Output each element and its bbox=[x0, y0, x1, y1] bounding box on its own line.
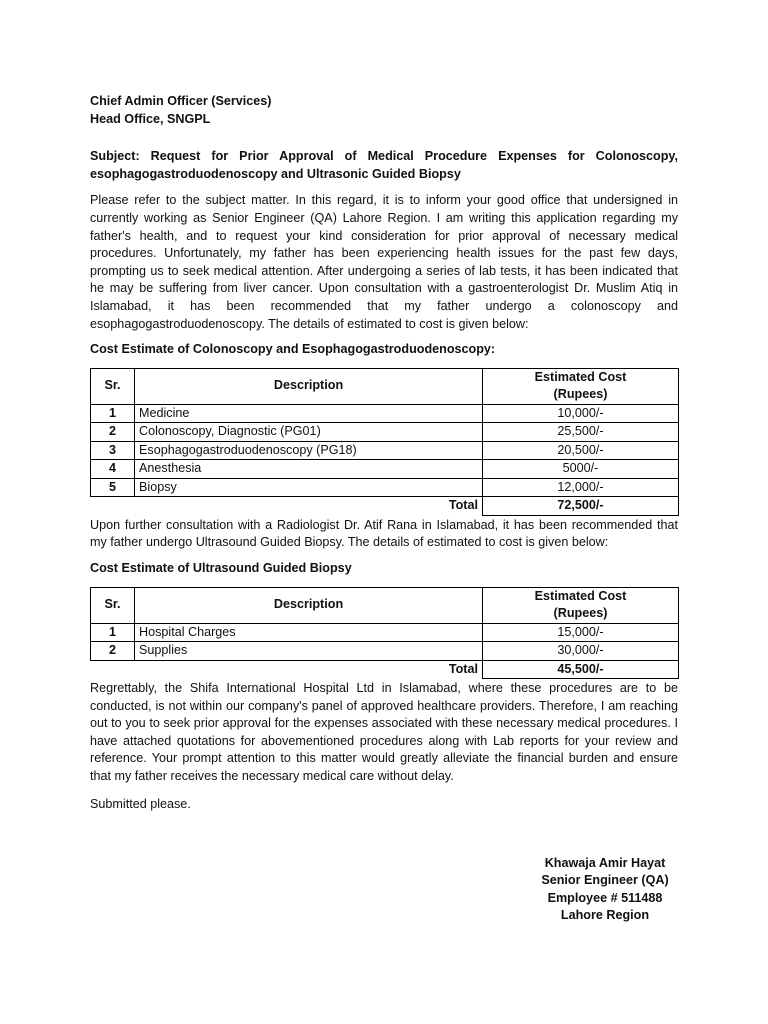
row-sr: 4 bbox=[91, 460, 135, 479]
table2-heading: Cost Estimate of Ultrasound Guided Biopsy bbox=[90, 560, 352, 575]
row-description: Supplies bbox=[135, 642, 483, 661]
col-cost bbox=[483, 587, 679, 623]
recipient-office: Head Office, SNGPL bbox=[90, 111, 211, 126]
signatory-name: Khawaja Amir Hayat bbox=[544, 856, 666, 870]
col-description: Description bbox=[135, 587, 483, 623]
row-cost: 20,500/- bbox=[483, 441, 679, 460]
row-sr: 3 bbox=[91, 441, 135, 460]
row-cost: 15,000/- bbox=[483, 623, 679, 642]
table1-heading: Cost Estimate of Colonoscopy and Esophagogastroduodenoscopy: bbox=[90, 342, 496, 357]
row-sr: 2 bbox=[91, 423, 135, 442]
radiology-paragraph: Upon further consultation with a Radiologist Dr. Atif Rana in Islamabad, it has been recommended that my father undergo Ultrasound Guided Biopsy. The details of estimated to cost is given below: bbox=[90, 517, 678, 550]
col-cost-line2: (Rupees) bbox=[553, 606, 608, 620]
subject-line-2: esophagogastroduodenoscopy and Ultrasonic Guided Biopsy bbox=[90, 166, 461, 181]
total-value: 72,500/- bbox=[483, 497, 679, 516]
row-description: Biopsy bbox=[135, 478, 483, 497]
recipient-title: Chief Admin Officer (Services) bbox=[90, 94, 272, 108]
subject-line-1: Subject: Request for Prior Approval of Medical Procedure Expenses for Colonoscopy, bbox=[90, 149, 678, 164]
total-spacer bbox=[91, 660, 135, 679]
table-row bbox=[91, 478, 679, 497]
subject-line bbox=[90, 148, 678, 183]
intro-paragraph: Please refer to the subject matter. In this regard, it is to inform your good office that undersigned in currently working as Senior Engineer (QA) Lahore Region. I am writing this application regarding my father's health, and to request your kind consideration for prior approval of necessary medical procedures. Unfortunately, my father has been experiencing health issues for the past few days, prompting us to seek medical attention. After undergoing a series of lab tests, it has been indicated that he may be suffering from liver cancer. Upon consultation with a gastroenterologist Dr. Muslim Atiq in Islamabad, it has been recommended that my father undergo a colonoscopy and esophagogastroduodenoscopy. The details of estimated to cost is given below: bbox=[90, 193, 678, 331]
col-cost-line1: Estimated Cost bbox=[534, 588, 627, 603]
col-sr: Sr. bbox=[91, 587, 135, 623]
table-row bbox=[91, 460, 679, 479]
row-sr: 1 bbox=[91, 623, 135, 642]
col-sr: Sr. bbox=[91, 368, 135, 404]
row-sr: 1 bbox=[91, 404, 135, 423]
total-value: 45,500/- bbox=[483, 660, 679, 679]
row-description: Hospital Charges bbox=[135, 623, 483, 642]
row-cost: 25,500/- bbox=[483, 423, 679, 442]
col-cost-line1: Estimated Cost bbox=[534, 369, 627, 384]
table-row bbox=[91, 642, 679, 661]
cost-table-colonoscopy bbox=[90, 368, 679, 516]
table-header-row bbox=[91, 368, 679, 404]
letter-body bbox=[90, 93, 678, 813]
closing-line: Submitted please. bbox=[90, 796, 191, 811]
row-cost: 5000/- bbox=[483, 460, 679, 479]
table-row bbox=[91, 404, 679, 423]
total-label: Total bbox=[135, 497, 483, 516]
table-row bbox=[91, 423, 679, 442]
cost-table-ultrasound bbox=[90, 587, 679, 680]
table-total-row bbox=[91, 660, 679, 679]
signatory-region: Lahore Region bbox=[560, 908, 650, 923]
row-sr: 5 bbox=[91, 478, 135, 497]
row-description: Colonoscopy, Diagnostic (PG01) bbox=[135, 423, 483, 442]
signature-block bbox=[540, 855, 670, 925]
table-row bbox=[91, 623, 679, 642]
row-description: Medicine bbox=[135, 404, 483, 423]
col-cost bbox=[483, 368, 679, 404]
row-description: Anesthesia bbox=[135, 460, 483, 479]
table-header-row bbox=[91, 587, 679, 623]
row-sr: 2 bbox=[91, 642, 135, 661]
col-description: Description bbox=[135, 368, 483, 404]
row-description: Esophagogastroduodenoscopy (PG18) bbox=[135, 441, 483, 460]
total-spacer bbox=[91, 497, 135, 516]
total-label: Total bbox=[135, 660, 483, 679]
row-cost: 10,000/- bbox=[483, 404, 679, 423]
signatory-title: Senior Engineer (QA) bbox=[541, 873, 669, 888]
signatory-employee-number: Employee # 511488 bbox=[547, 890, 663, 905]
table-total-row bbox=[91, 497, 679, 516]
row-cost: 12,000/- bbox=[483, 478, 679, 497]
col-cost-line2: (Rupees) bbox=[553, 387, 608, 402]
hospital-paragraph: Regrettably, the Shifa International Hospital Ltd in Islamabad, where these procedures are to be conducted, is not within our company's panel of approved healthcare providers. Therefore, I am reaching out to you to seek prior approval for the expenses associated with these necessary medical procedures. I have attached quotations for abovementioned procedures along with Lab reports for your review and reference. Your prompt attention to this matter would greatly alleviate the financial burden and ensure that my father receives the necessary medical care without delay. bbox=[90, 681, 678, 783]
row-cost: 30,000/- bbox=[483, 642, 679, 661]
table-row bbox=[91, 441, 679, 460]
